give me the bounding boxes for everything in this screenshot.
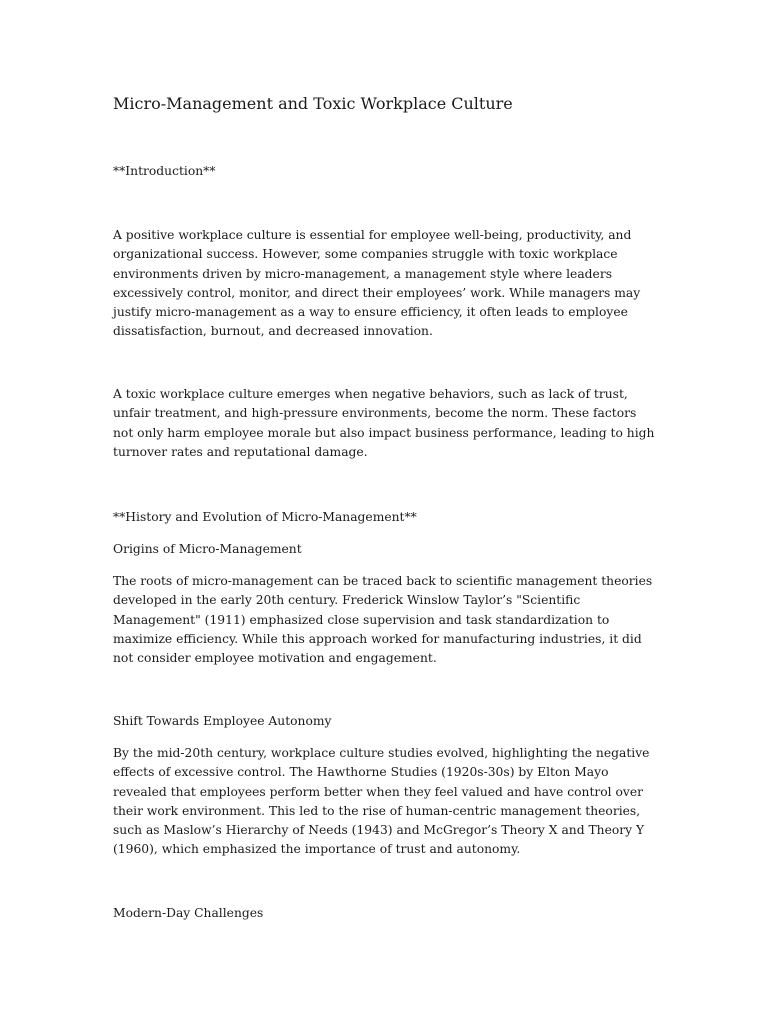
modern-challenges-subheading: Modern-Day Challenges	[113, 906, 264, 920]
shift-paragraph: By the mid-20th century, workplace culture studies evolved, highlighting the negative effects of excessive control. The Hawthorne Studies (1920s-30s) by Elton Mayo revealed that employees perform better when they feel valued and have control over their work environment. This led to the rise of human-centric management theories, such as Maslow’s Hierarchy of Needs (1943) and McGregor’s Theory X and Theory Y (1960), which emphasized the importance of trust and autonomy.	[113, 746, 650, 857]
shift-subheading: Shift Towards Employee Autonomy	[113, 714, 332, 728]
introduction-heading: **Introduction**	[113, 164, 216, 178]
document-title: Micro-Management and Toxic Workplace Culture	[113, 94, 513, 113]
intro-paragraph-2: A toxic workplace culture emerges when negative behaviors, such as lack of trust, unfair treatment, and high-pressure environments, become the norm. These factors not only harm employee morale but also impact business performance, leading to high turnover rates and reputational damage.	[113, 387, 655, 459]
origins-paragraph: The roots of micro-management can be traced back to scientific management theories developed in the early 20th century. Frederick Winslow Taylor’s "Scientific Management" (1911) emphasized close supervision and task standardization to maximize efficiency. While this approach worked for manufacturing industries, it did not consider employee motivation and engagement.	[113, 574, 653, 666]
origins-subheading: Origins of Micro-Management	[113, 542, 302, 556]
history-heading: **History and Evolution of Micro-Management**	[113, 510, 417, 524]
intro-paragraph-1: A positive workplace culture is essential for employee well-being, productivity, and organizational success. However, some companies struggle with toxic workplace environments driven by micro-management, a management style where leaders excessively control, monitor, and direct their employees’ work. While managers may justify micro-management as a way to ensure efficiency, it often leads to employee dissatisfaction, burnout, and decreased innovation.	[113, 228, 641, 339]
